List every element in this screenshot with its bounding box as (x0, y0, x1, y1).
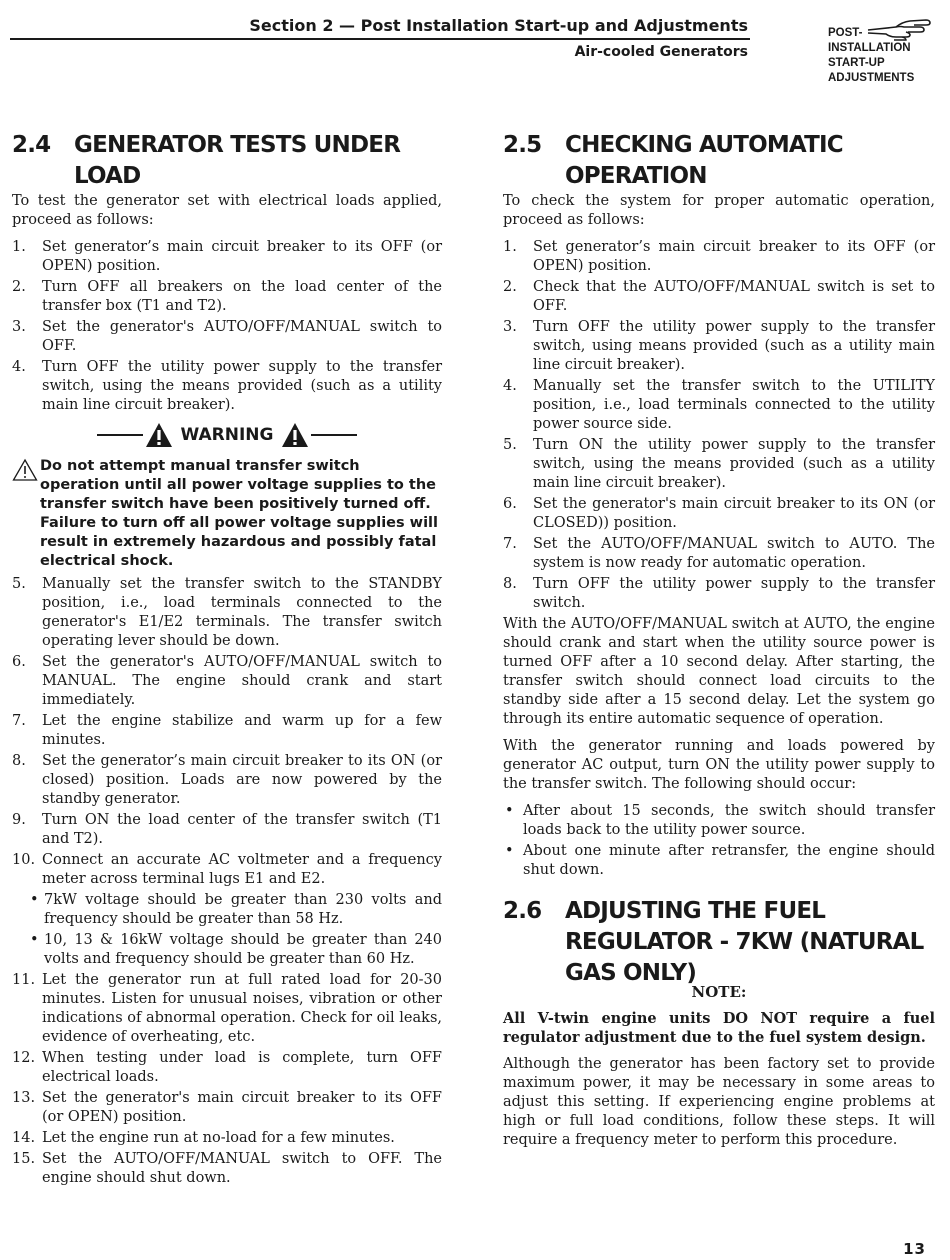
list-item: 1. Set generator’s main circuit breaker to its OFF (or OPEN) position. (503, 239, 935, 274)
list-item: 4. Turn OFF the utility power supply to the transfer switch, using the means provided (such as a utility main line circuit breaker). (12, 359, 442, 413)
list-item: 5. Manually set the transfer switch to the STANDBY position, i.e., load terminals connected to the generator's E1/E2 terminals. The transfer switch operating lever should be down. (12, 576, 442, 649)
list-item: • 7kW voltage should be greater than 230 volts and frequency should be greater than 58 Hz. (12, 891, 442, 929)
section-2-4-heading: 2.4 GENERATOR TESTS UNDER LOAD (12, 132, 401, 189)
list-item: 9. Turn ON the load center of the transfer switch (T1 and T2). (12, 812, 442, 847)
warning-message: Do not attempt manual transfer switch operation until all power voltage supplies to the transfer switch have been positively turned off. Failure to turn off all power voltage supplies will result in extremely hazardous and possibly fatal electrical shock. (12, 457, 442, 571)
list-item: 8. Turn OFF the utility power supply to the transfer switch. (503, 576, 935, 611)
list-item: • After about 15 seconds, the switch should transfer loads back to the utility power source. (503, 802, 935, 840)
right-column (503, 130, 935, 1158)
section-2-6-heading: 2.6 ADJUSTING THE FUEL REGULATOR - 7KW (NATURAL GAS ONLY) (503, 898, 924, 986)
auto-operation-steps (503, 238, 935, 613)
retransfer-bullets (503, 802, 935, 880)
list-item: • About one minute after retransfer, the engine should shut down. (503, 842, 935, 880)
warning-icon (281, 422, 309, 448)
list-item: 3. Turn OFF the utility power supply to the transfer switch, using means provided (such as a utility main line circuit breaker). (503, 319, 935, 373)
section-2-5-intro: To check the system for proper automatic operation, proceed as follows: (503, 193, 935, 228)
section-tab-label: POST- INSTALLATION START-UP ADJUSTMENTS (828, 27, 915, 84)
retransfer-paragraph: With the generator running and loads powered by generator AC output, turn ON the utility power supply to the transfer switch. The following should occur: (503, 738, 935, 792)
section-subtitle: Air-cooled Generators (574, 44, 748, 60)
list-item: • 10, 13 & 16kW voltage should be greater than 240 volts and frequency should be greater than 60 Hz. (12, 931, 442, 969)
note-label: NOTE: (691, 983, 747, 1001)
auto-operation-paragraph: With the AUTO/OFF/MANUAL switch at AUTO, the engine should crank and start when the utility source power is turned OFF after a 10 second delay. After starting, the transfer switch should connect load circuits to the standby side after a 15 second delay. Let the system go through its entire automatic sequence of operation. (503, 616, 935, 727)
list-item: 1. Set generator’s main circuit breaker to its OFF (or OPEN) position. (12, 239, 442, 274)
voltage-bullets (12, 891, 442, 969)
page-header (0, 0, 950, 110)
load-test-steps-11-15 (12, 971, 442, 1188)
left-column (12, 130, 442, 1190)
warning-label: WARNING (180, 425, 274, 445)
list-item: 6. Set the generator's main circuit breaker to its ON (or CLOSED)) position. (503, 496, 935, 531)
list-item: 8. Set the generator’s main circuit breaker to its ON (or closed) position. Loads are now powered by the standby generator. (12, 753, 442, 807)
hazard-outline-icon (12, 458, 38, 482)
list-item: 11. Let the generator run at full rated load for 20-30 minutes. Listen for unusual noises, vibration or other indications of abnormal operation. Check for oil leaks, evidence of overheating, etc. (12, 972, 442, 1045)
list-item: 7. Set the AUTO/OFF/MANUAL switch to AUTO. The system is now ready for automatic operation. (503, 536, 935, 571)
list-item: 6. Set the generator's AUTO/OFF/MANUAL switch to MANUAL. The engine should crank and start immediately. (12, 654, 442, 708)
list-item: 2. Check that the AUTO/OFF/MANUAL switch is set to OFF. (503, 279, 935, 314)
list-item: 14. Let the engine run at no-load for a few minutes. (12, 1130, 395, 1146)
warning-banner (12, 421, 442, 449)
list-item: 3. Set the generator's AUTO/OFF/MANUAL switch to OFF. (12, 319, 442, 354)
list-item: 15. Set the AUTO/OFF/MANUAL switch to OFF. The engine should shut down. (12, 1151, 442, 1186)
fuel-regulator-paragraph: Although the generator has been factory set to provide maximum power, it may be necessary in some areas to adjust this setting. If experiencing engine problems at high or full load conditions, follow these steps. It will require a frequency meter to perform this procedure. (503, 1056, 935, 1148)
list-item: 10. Connect an accurate AC voltmeter and a frequency meter across terminal lugs E1 and E2. (12, 852, 442, 887)
section-title: Section 2 — Post Installation Start-up and Adjustments (249, 16, 748, 35)
list-item: 7. Let the engine stabilize and warm up for a few minutes. (12, 713, 442, 748)
section-2-4-intro: To test the generator set with electrical loads applied, proceed as follows: (12, 193, 442, 228)
list-item: 2. Turn OFF all breakers on the load center of the transfer box (T1 and T2). (12, 279, 442, 314)
list-item: 5. Turn ON the utility power supply to the transfer switch, using the means provided (such as a utility main line circuit breaker). (503, 437, 935, 491)
section-2-5-heading: 2.5 CHECKING AUTOMATIC OPERATION (503, 132, 843, 189)
header-rule (10, 38, 750, 40)
page-number: 13 (903, 1240, 926, 1258)
warning-icon (145, 422, 173, 448)
note-text: All V-twin engine units DO NOT require a fuel regulator adjustment due to the fuel system design. (503, 1010, 935, 1046)
load-test-steps-5-10 (12, 575, 442, 889)
list-item: 13. Set the generator's main circuit breaker to its OFF (or OPEN) position. (12, 1090, 442, 1125)
list-item: 4. Manually set the transfer switch to the UTILITY position, i.e., load terminals connected to the utility power source side. (503, 378, 935, 432)
load-test-steps-1-4 (12, 238, 442, 415)
list-item: 12. When testing under load is complete, turn OFF electrical loads. (12, 1050, 442, 1085)
